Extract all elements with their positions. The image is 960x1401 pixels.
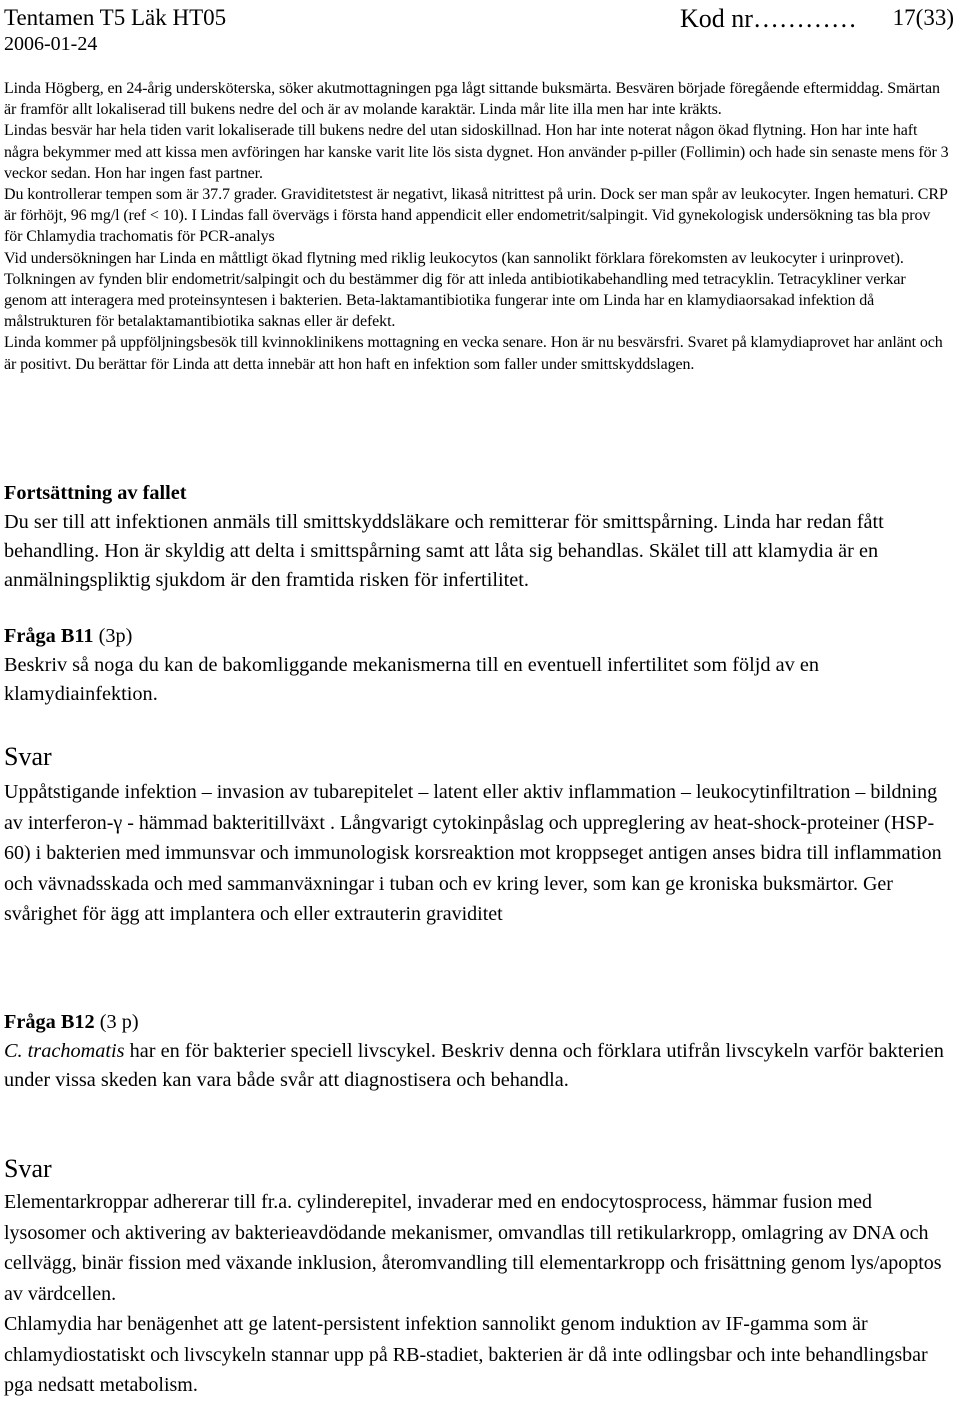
case-continuation [4,479,956,595]
case-description [4,78,952,375]
page-number: 17(33) [892,5,954,30]
species-name: C. trachomatis [4,1040,125,1062]
page-header [4,4,956,54]
question-b12 [4,1008,956,1095]
question-b11 [4,622,956,709]
code-number-field: Kod nr………… [680,4,857,33]
answer-b12 [4,1153,956,1401]
question-heading [4,1008,956,1037]
exam-title: Tentamen T5 Läk HT05 [4,5,227,30]
question-text [4,1037,956,1095]
question-points: (3 p) [94,1011,139,1033]
question-label: Fråga B11 [4,625,94,647]
question-points: (3p) [93,625,133,647]
answer-text: Uppåtstigande infektion – invasion av tubarepitelet – latent eller aktiv inflammation – leukocytinfiltration – bildning av interferon-γ - hämmad bakteritillväxt . Långvarigt cytokinpåslag och uppreglering av heat-shock-proteiner (HSP-60) i bakterien med immunsvar och immunologisk korsreaktion mot kroppseget antigen anses bidra till inflammation och vävnadsskada och med sammanväxningar i tuban och ev kring lever, som kan ge kroniska buksmärtor. Ger svårighet för ägg att implantera och eller extrauterin graviditet [4,781,942,925]
question-label: Fråga B12 [4,1011,95,1033]
case-paragraph: Linda Högberg, en 24-årig undersköterska, söker akutmottagningen pga lågt sittande buksmärta. Besvären började föregående eftermiddag. Smärtan är framför allt lokaliserad till bukens nedre del och är av molande karaktär. Linda mår lite illa men har inte kräkts. [4,80,940,119]
continuation-text: Du ser till att infektionen anmäls till smittskyddsläkare och remitterar för smittspårning. Linda har redan fått behandling. Hon är skyldig att delta i smittspårning samt att låta sig behandlas. Skälet till att klamydia är en anmälningspliktig sjukdom är den framtida risken för infertilitet. [4,511,884,591]
case-paragraph: Lindas besvär har hela tiden varit lokaliserade till bukens nedre del utan sidoskillnad. Hon har inte noterat någon ökad flytning. Hon har inte haft några bekymmer med att kissa men avföringen har kanske varit lite lös sista dygnet. Hon använder p-piller (Follimin) och hade sin senaste mens för 3 veckor sedan. Hon har ingen fast partner. [4,122,949,182]
answer-label: Svar [4,742,52,771]
answer-text: Elementarkroppar adhererar till fr.a. cylinderepitel, invaderar med en endocytosprocess, hämmar fusion med lysosomer och aktivering av bakterieavdödande mekanismer, omvandlas till retikularkropp, omlagring av DNA och cellvägg, binär fission med växande inklusion, återomvandling till elementarkropp och frisättning genom lys/apoptos av värdcellen. [4,1191,942,1305]
question-rest: har en för bakterier speciell livscykel. Beskriv denna och förklara utifrån livscykeln varför bakterien under vissa skeden kan vara både svår att diagnostisera och behandla. [4,1040,944,1091]
continuation-heading: Fortsättning av fallet [4,482,187,504]
case-paragraph: Vid undersökningen har Linda en måttligt ökad flytning med riklig leukocytos (kan sannolikt förklara förekomsten av leukocyter i urinprovet). Tolkningen av fynden blir endometrit/salpingit och du bestämmer dig för att inleda antibiotikabehandling med tetracyklin. Tetracykliner verkar genom att interagera med proteinsyntesen i bakterien. Beta-laktamantibiotika fungerar inte om Linda har en klamydiaorsakad infektion då målstrukturen för betalaktamantibiotika saknas eller är defekt. [4,249,906,331]
answer-b11 [4,741,956,930]
question-text: Beskriv så noga du kan de bakomliggande mekanismerna till en eventuell infertilitet som följd av en klamydiainfektion. [4,654,819,705]
case-paragraph: Du kontrollerar tempen som är 37.7 grader. Graviditetstest är negativt, likaså nitrittest på urin. Dock ser man spår av leukocyter. Ingen hematuri. CRP är förhöjt, 96 mg/l (ref < 10). I Lindas fall övervägs i första hand appendicit eller endometrit/salpingit. Vid gynekologisk undersökning tas bla prov för Chlamydia trachomatis för PCR-analys [4,186,948,246]
question-heading [4,622,956,651]
answer-text: Chlamydia har benägenhet att ge latent-persistent infektion sannolikt genom induktion av IF-gamma som är chlamydiostatiskt och livscykeln stannar upp på RB-stadiet, bakterien är då inte odlingsbar och inte behandlingsbar pga nedsatt metabolism. [4,1313,928,1396]
case-paragraph: Linda kommer på uppföljningsbesök till kvinnoklinikens mottagning en vecka senare. Hon är nu besvärsfri. Svaret på klamydiaprovet har anlänt och är positivt. Du berättar för Linda att detta innebär att hon haft en infektion som faller under smittskyddslagen. [4,334,943,373]
exam-date: 2006-01-24 [4,33,98,55]
answer-label: Svar [4,1154,52,1183]
